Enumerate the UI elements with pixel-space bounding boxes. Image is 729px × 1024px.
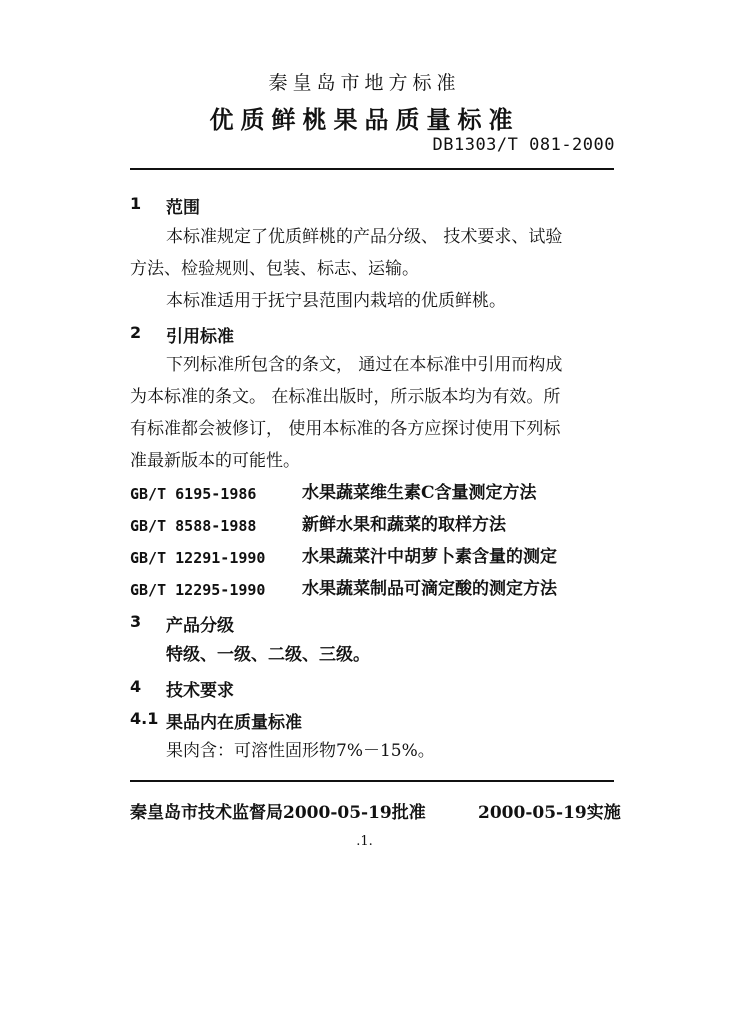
section-1-paragraph-1-line-1: 本标准规定了优质鲜桃的产品分级、 技术要求、试验 — [166, 227, 563, 247]
section-2-paragraph-line-3: 有标准都会被修订， 使用本标准的各方应探讨使用下列标 — [130, 419, 561, 439]
section-1-title: 范围 — [166, 198, 200, 218]
subsection-4-1-number: 4.1 — [130, 709, 159, 728]
reference-title: 水果蔬菜汁中胡萝卜素含量的测定 — [302, 547, 557, 567]
reference-title: 水果蔬菜制品可滴定酸的测定方法 — [302, 579, 557, 599]
effective-date: 2000-05-19实施 — [478, 803, 621, 823]
document-series: 秦皇岛市地方标准 — [268, 72, 461, 94]
section-1-paragraph-2: 本标准适用于抚宁县范围内栽培的优质鲜桃。 — [166, 291, 506, 311]
document-code: DB1303/T 081-2000 — [432, 135, 615, 155]
reference-code: GB/T 8588-1988 — [130, 517, 257, 535]
section-2-title: 引用标准 — [166, 327, 234, 347]
reference-code: GB/T 12295-1990 — [130, 581, 266, 599]
page-number: .1. — [356, 834, 373, 849]
header-divider — [130, 168, 614, 170]
subsection-4-1-paragraph: 果肉含：可溶性固形物7%－15%。 — [166, 741, 435, 761]
section-3-paragraph: 特级、一级、二级、三级。 — [166, 645, 370, 665]
section-3-title: 产品分级 — [166, 616, 234, 636]
section-1-paragraph-1-line-2: 方法、检验规则、包装、标志、运输。 — [130, 259, 419, 279]
approval-issuer: 秦皇岛市技术监督局2000-05-19批准 — [130, 803, 426, 823]
reference-code: GB/T 12291-1990 — [130, 549, 266, 567]
subsection-4-1-title: 果品内在质量标准 — [166, 713, 302, 733]
section-4-title: 技术要求 — [166, 681, 234, 701]
section-3-number: 3 — [130, 612, 142, 631]
reference-title: 新鲜水果和蔬菜的取样方法 — [302, 515, 506, 535]
section-2-paragraph-line-4: 准最新版本的可能性。 — [130, 451, 300, 471]
section-2-paragraph-line-1: 下列标准所包含的条文， 通过在本标准中引用而构成 — [166, 355, 563, 375]
section-2-number: 2 — [130, 323, 142, 342]
section-2-paragraph-line-2: 为本标准的条文。 在标准出版时，所示版本均为有效。所 — [130, 387, 561, 407]
section-1-number: 1 — [130, 194, 142, 213]
reference-title: 水果蔬菜维生素C含量测定方法 — [302, 483, 537, 503]
section-4-number: 4 — [130, 677, 142, 696]
footer-divider — [130, 780, 614, 782]
reference-code: GB/T 6195-1986 — [130, 485, 257, 503]
document-title: 优质鲜桃果品质量标准 — [209, 105, 520, 134]
